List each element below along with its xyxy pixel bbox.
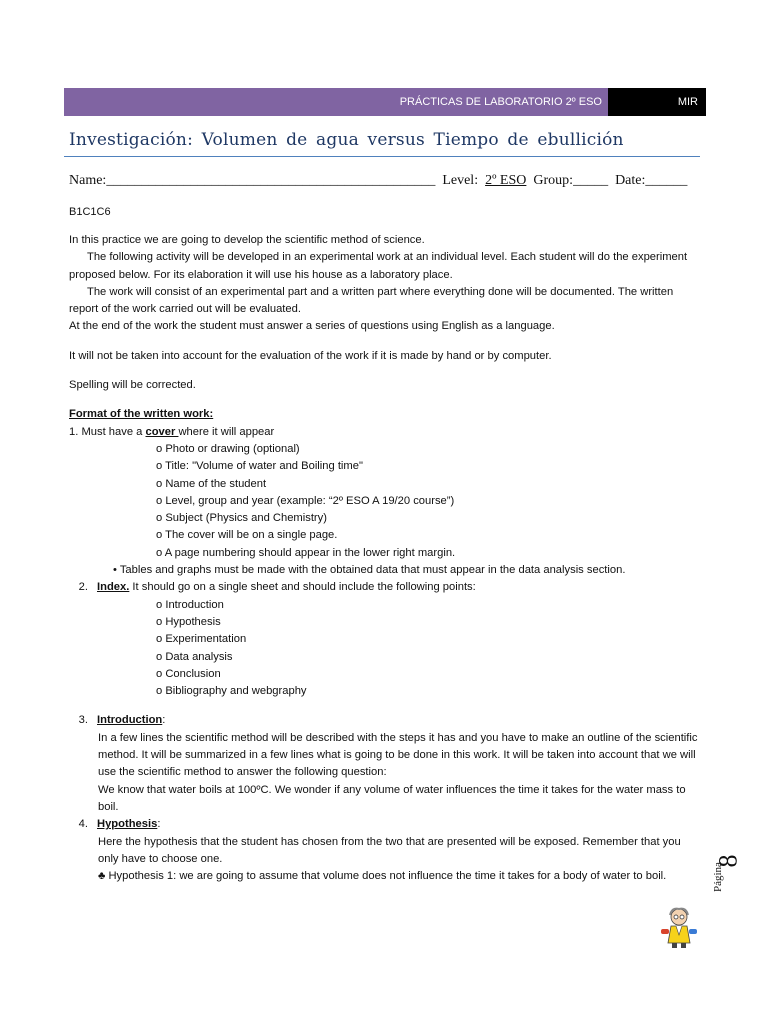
name-label: Name: (69, 173, 107, 188)
cover-subitem: o Photo or drawing (optional) (156, 442, 300, 455)
cover-subitem: o The cover will be on a single page. (156, 529, 338, 542)
intro-paragraph-1: In this practice we are going to develop the scientific method of science. (69, 234, 425, 246)
title-divider (64, 156, 700, 157)
hypothesis-colon: : (157, 818, 161, 831)
introduction-text: In a few lines the scientific method will be described with the steps it has and you have to make an outline of the scientific method. It will be summarized in a few lines what is going to be done in this work. It will be taken into account that we will use the scientific method to answer the following question: (98, 731, 698, 779)
index-subitem: o Conclusion (156, 667, 221, 680)
cover-subitem: o A page numbering should appear in the lower right margin. (156, 546, 456, 559)
scientist-mascot-icon (656, 905, 702, 949)
hypothesis-text: Here the hypothesis that the student has chosen from the two that are presented will be exposed. Remember that you only have to choose one. (98, 835, 681, 865)
cover-subitem: o Title: "Volume of water and Boiling time" (156, 460, 363, 473)
item-number: 4. (78, 818, 88, 831)
page-number-label (712, 852, 746, 912)
cover-subitem: o Level, group and year (example: “2º ESO A 19/20 course”) (156, 494, 455, 507)
format-item-cover (69, 424, 699, 441)
format-item-hypothesis (69, 816, 699, 833)
intro-paragraph-6: Spelling will be corrected. (69, 379, 196, 392)
cover-subitem: o Name of the student (156, 477, 267, 490)
item-number: 2. (78, 581, 88, 594)
format-item-index (69, 579, 699, 596)
header-bar (64, 88, 706, 116)
cover-item-keyword: cover (145, 425, 179, 438)
document-code: B1C1C6 (69, 206, 111, 218)
format-heading: Format of the written work: (69, 408, 214, 421)
level-value: 2º ESO (485, 173, 527, 188)
level-label: Level: (442, 173, 479, 188)
intro-paragraph-3: The work will consist of an experimental part and a written part where everything done will be documented. The written report of the work carried out will be evaluated. (69, 285, 674, 316)
cover-subitem: o Subject (Physics and Chemistry) (156, 512, 327, 525)
page-label-text: Página (712, 862, 724, 892)
index-subitem: o Bibliography and webgraphy (156, 685, 307, 698)
introduction-question: We know that water boils at 100ºC. We wonder if any volume of water influences the time it takes for the water mass to boil. (98, 783, 686, 813)
index-subitem: o Experimentation (156, 633, 247, 646)
page-number: 8 (713, 854, 743, 868)
index-subitem: o Data analysis (156, 650, 233, 663)
item-number: 3. (78, 714, 88, 727)
index-subitem: o Hypothesis (156, 615, 221, 628)
group-blank: _____ (573, 173, 609, 188)
index-description: It should go on a single sheet and should include the following points: (129, 581, 476, 594)
name-blank: _______________________________________________ (106, 173, 436, 188)
header-section-title: PRÁCTICAS DE LABORATORIO 2º ESO (64, 88, 608, 116)
group-label: Group: (533, 173, 574, 188)
student-info-line (69, 173, 687, 189)
intro-paragraph-5: It will not be taken into account for the evaluation of the work if it is made by hand or by computer. (69, 349, 552, 362)
tables-graphs-bullet: • Tables and graphs must be made with the obtained data that must appear in the data analysis section. (113, 564, 626, 577)
cover-item-suffix: where it will appear (178, 425, 275, 438)
index-subitem: o Introduction (156, 598, 224, 611)
introduction-heading: Introduction (97, 714, 163, 727)
cover-item-prefix: 1. Must have a (69, 425, 146, 438)
date-blank: ______ (645, 173, 688, 188)
document-title: Investigación: Volumen de agua versus Tiempo de ebullición (69, 130, 624, 150)
intro-paragraph-2: The following activity will be developed in an experimental work at an individual level. Each student will do the experiment proposed below. For its elaboration it will use his house as a laboratory place. (69, 251, 688, 281)
index-heading: Index. (97, 581, 130, 594)
format-item-introduction (69, 712, 699, 729)
document-body (69, 232, 699, 885)
intro-paragraph-4: At the end of the work the student must answer a series of questions using English as a language. (69, 320, 555, 333)
introduction-colon: : (162, 714, 166, 727)
hypothesis-1: ♣ Hypothesis 1: we are going to assume that volume does not influence the time it takes for a body of water to boil. (98, 870, 667, 883)
date-label: Date: (615, 173, 646, 188)
header-initials: MIR (608, 88, 706, 116)
hypothesis-heading: Hypothesis (97, 818, 158, 831)
